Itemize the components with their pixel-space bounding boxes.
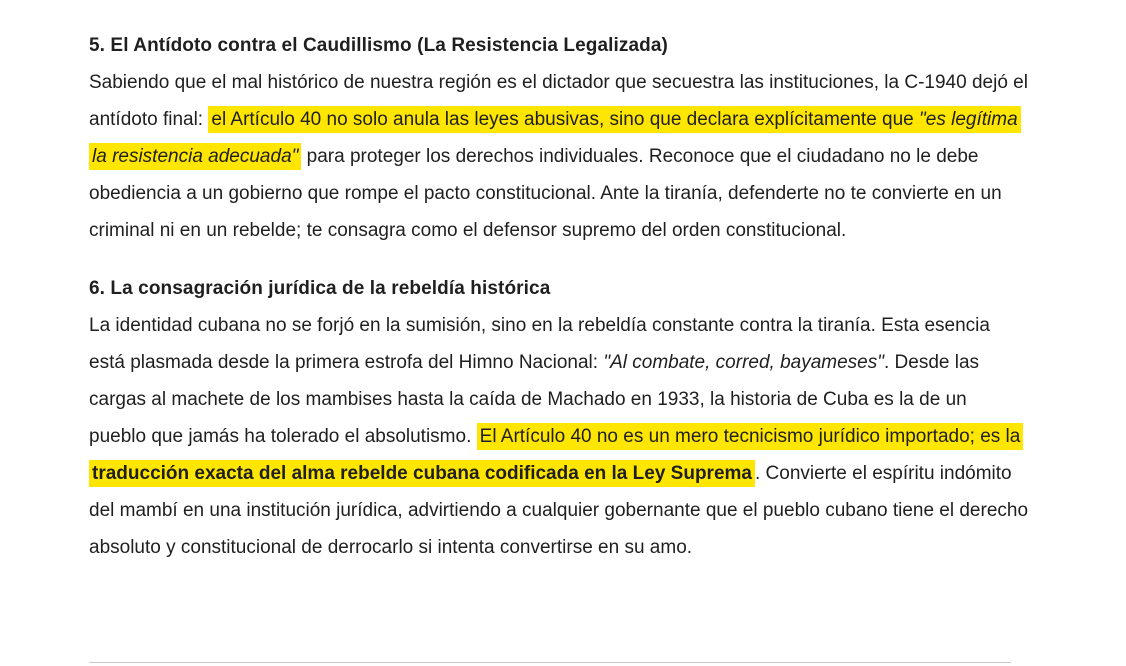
section-5-paragraph: [89, 64, 1029, 249]
section-6-intro-text: La identidad cubana no se forjó en la sumisión, sino en la rebeldía constante contra la tiranía. Esta esencia está plasmada desde la primera estrofa del Himno Nacional:: [89, 315, 990, 373]
section-6-highlight-bold: traducción exacta del alma rebelde cubana codificada en la Ley Suprema: [92, 463, 752, 484]
section-6-mid-text: . Desde las cargas al machete de los mambises hasta la caída de Machado en 1933, la historia de Cuba es la de un pueblo que jamás ha tolerado el absolutismo.: [89, 352, 980, 447]
section-6-heading: 6. La consagración jurídica de la rebeldía histórica: [89, 278, 551, 299]
section-5-highlight-quote: "es legítima la resistencia adecuada": [92, 109, 1018, 167]
document-body: [89, 28, 1029, 566]
bottom-divider: [89, 662, 1011, 663]
section-5-highlight-text: el Artículo 40 no solo anula las leyes abusivas, sino que declara explícitamente que: [211, 109, 914, 130]
section-6-rest-text: . Convierte el espíritu indómito del mambí en una institución jurídica, advirtiendo a cualquier gobernante que el pueblo cubano tiene el derecho absoluto y constitucional de derrocarlo si intenta convertirse en su amo.: [89, 463, 1029, 558]
section-5-intro-text: Sabiendo que el mal histórico de nuestra región es el dictador que secuestra las instituciones, la C-1940 dejó el antídoto final:: [89, 72, 1028, 130]
section-6-paragraph: [89, 307, 1029, 566]
section-6-highlight-text: El Artículo 40 no es un mero tecnicismo jurídico importado; es la: [479, 426, 1021, 447]
section-5-rest-text: para proteger los derechos individuales. Reconoce que el ciudadano no le debe obediencia a un gobierno que rompe el pacto constitucional. Ante la tiranía, defenderte no te convierte en un criminal ni en un rebelde; te consagra como el defensor supremo del orden constitucional.: [89, 146, 1002, 241]
section-6-anthem-quote: "Al combate, corred, bayameses": [603, 352, 884, 373]
section-5-heading: 5. El Antídoto contra el Caudillismo (La Resistencia Legalizada): [89, 35, 668, 56]
section-gap: [89, 249, 1029, 271]
